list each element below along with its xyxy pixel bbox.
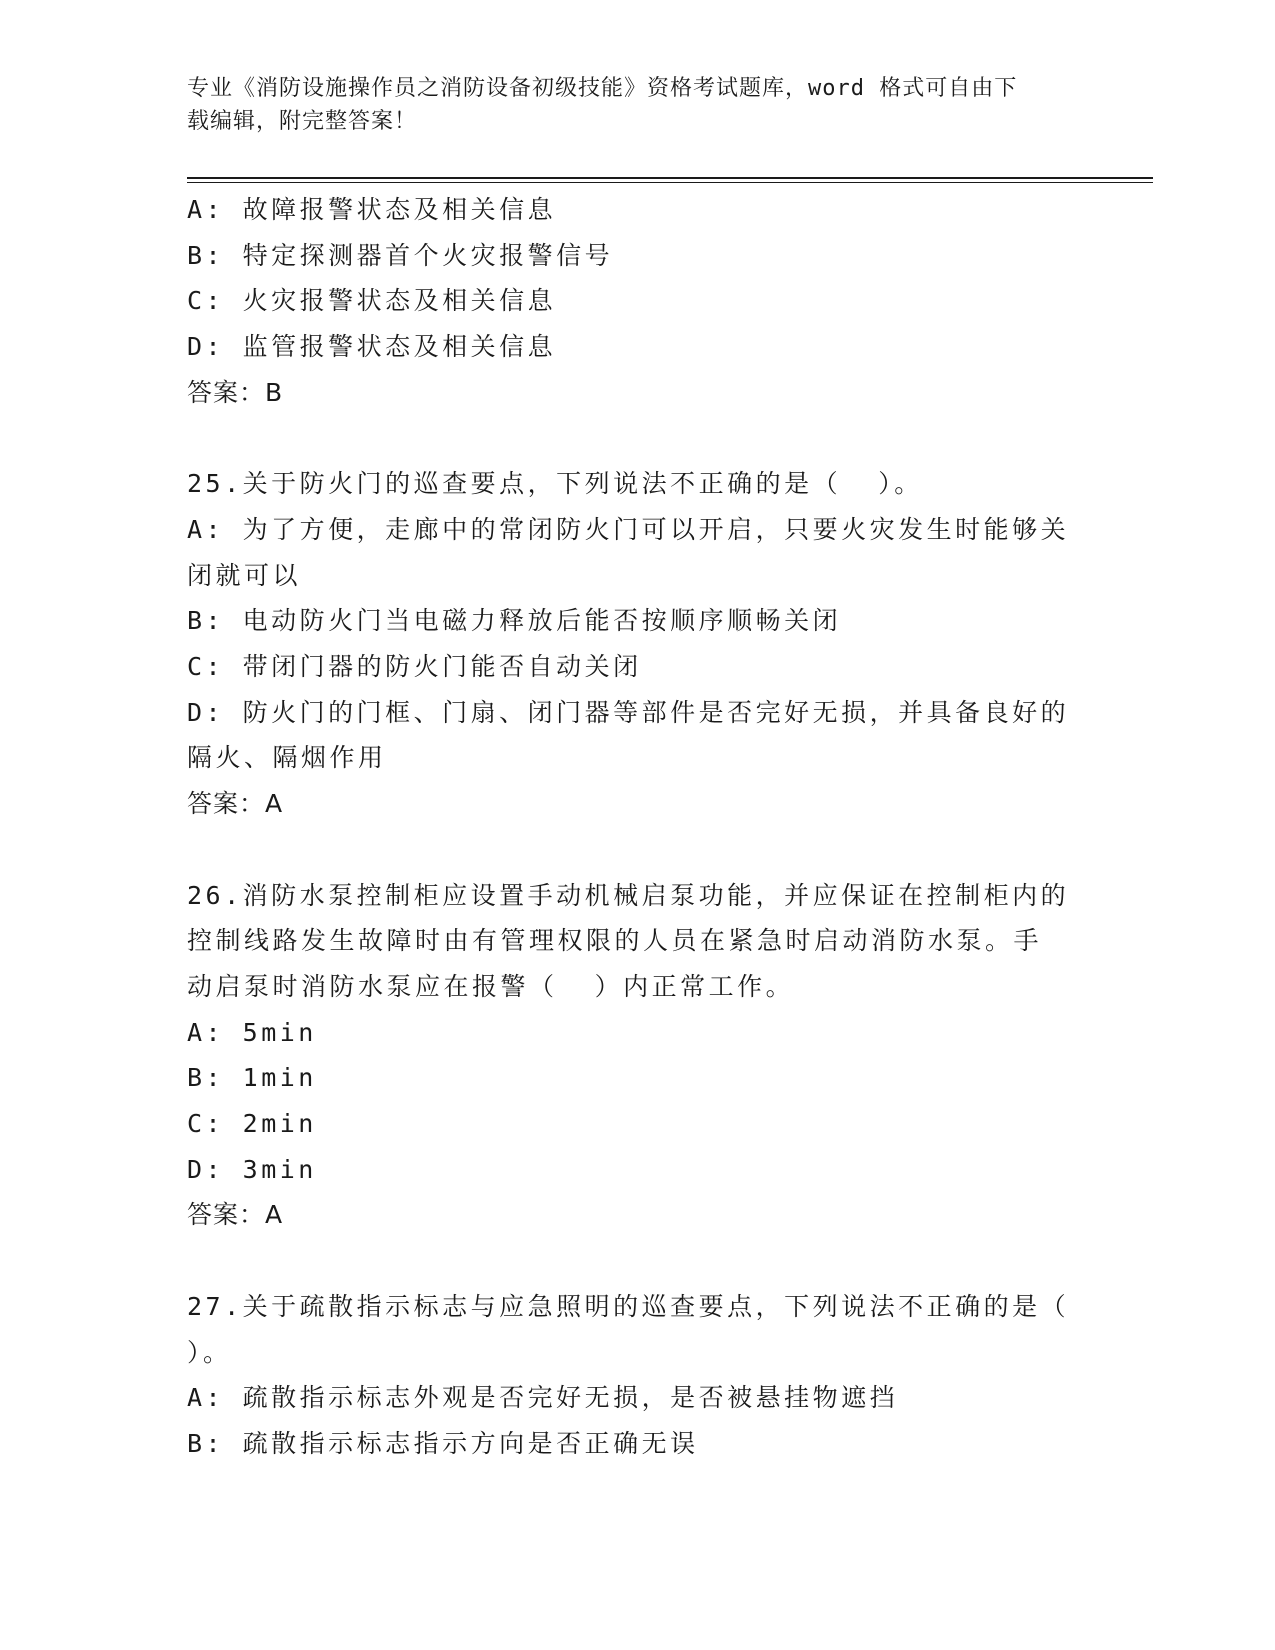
question-25-block: [187, 461, 1087, 827]
question-text-line-2: 控制线路发生故障时由有管理权限的人员在紧急时启动消防水泵。手: [187, 926, 1043, 956]
option-c: C: 带闭门器的防火门能否自动关闭: [187, 652, 642, 682]
spacer: [187, 1238, 1087, 1284]
option-a: A: 疏散指示标志外观是否完好无损，是否被悬挂物遮挡: [187, 1383, 899, 1413]
option-b: B: 疏散指示标志指示方向是否正确无误: [187, 1428, 699, 1458]
option-b: B: 电动防火门当电磁力释放后能否按顺序顺畅关闭: [187, 606, 842, 636]
question-text: 25.关于防火门的巡查要点，下列说法不正确的是（ ）。: [187, 469, 923, 499]
header-divider-thin: [187, 182, 1153, 183]
question-26-block: [187, 873, 1087, 1239]
question-text-line-1: 27.关于疏散指示标志与应急照明的巡查要点，下列说法不正确的是（: [187, 1291, 1070, 1321]
document-header: [187, 72, 1087, 138]
spacer: [187, 416, 1087, 462]
option-a: A: 为了方便，走廊中的常闭防火门可以开启，只要火灾发生时能够关: [187, 514, 1070, 544]
option-d-continued: 隔火、隔烟作用: [187, 743, 387, 773]
option-c: C: 2min: [187, 1109, 317, 1139]
option-a: A: 故障报警状态及相关信息: [187, 195, 557, 224]
answer-line: 答案：A: [187, 1200, 284, 1230]
question-text-line-1: 26.消防水泵控制柜应设置手动机械启泵功能，并应保证在控制柜内的: [187, 880, 1070, 910]
header-line-1: 专业《消防设施操作员之消防设备初级技能》资格考试题库，word 格式可自由下: [187, 76, 1018, 101]
answer-line: 答案：B: [187, 377, 284, 407]
option-b: B: 1min: [187, 1063, 317, 1093]
question-content: [187, 187, 1087, 1467]
option-d: D: 防火门的门框、门扇、闭门器等部件是否完好无损，并具备良好的: [187, 697, 1070, 727]
header-line-2: 载编辑，附完整答案！: [187, 109, 418, 134]
question-text-line-2: ）。: [187, 1337, 232, 1367]
header-divider-thick: [187, 177, 1153, 179]
option-b: B: 特定探测器首个火灾报警信号: [187, 240, 614, 270]
question-24-block: [187, 187, 1087, 416]
question-27-block: [187, 1284, 1087, 1467]
question-text-line-3: 动启泵时消防水泵应在报警（ ）内正常工作。: [187, 971, 795, 1001]
option-d: D: 监管报警状态及相关信息: [187, 332, 557, 362]
answer-line: 答案：A: [187, 789, 284, 819]
spacer: [187, 827, 1087, 873]
option-a-continued: 闭就可以: [187, 560, 302, 590]
option-a: A: 5min: [187, 1017, 317, 1047]
option-c: C: 火灾报警状态及相关信息: [187, 286, 557, 316]
option-d: D: 3min: [187, 1154, 317, 1184]
